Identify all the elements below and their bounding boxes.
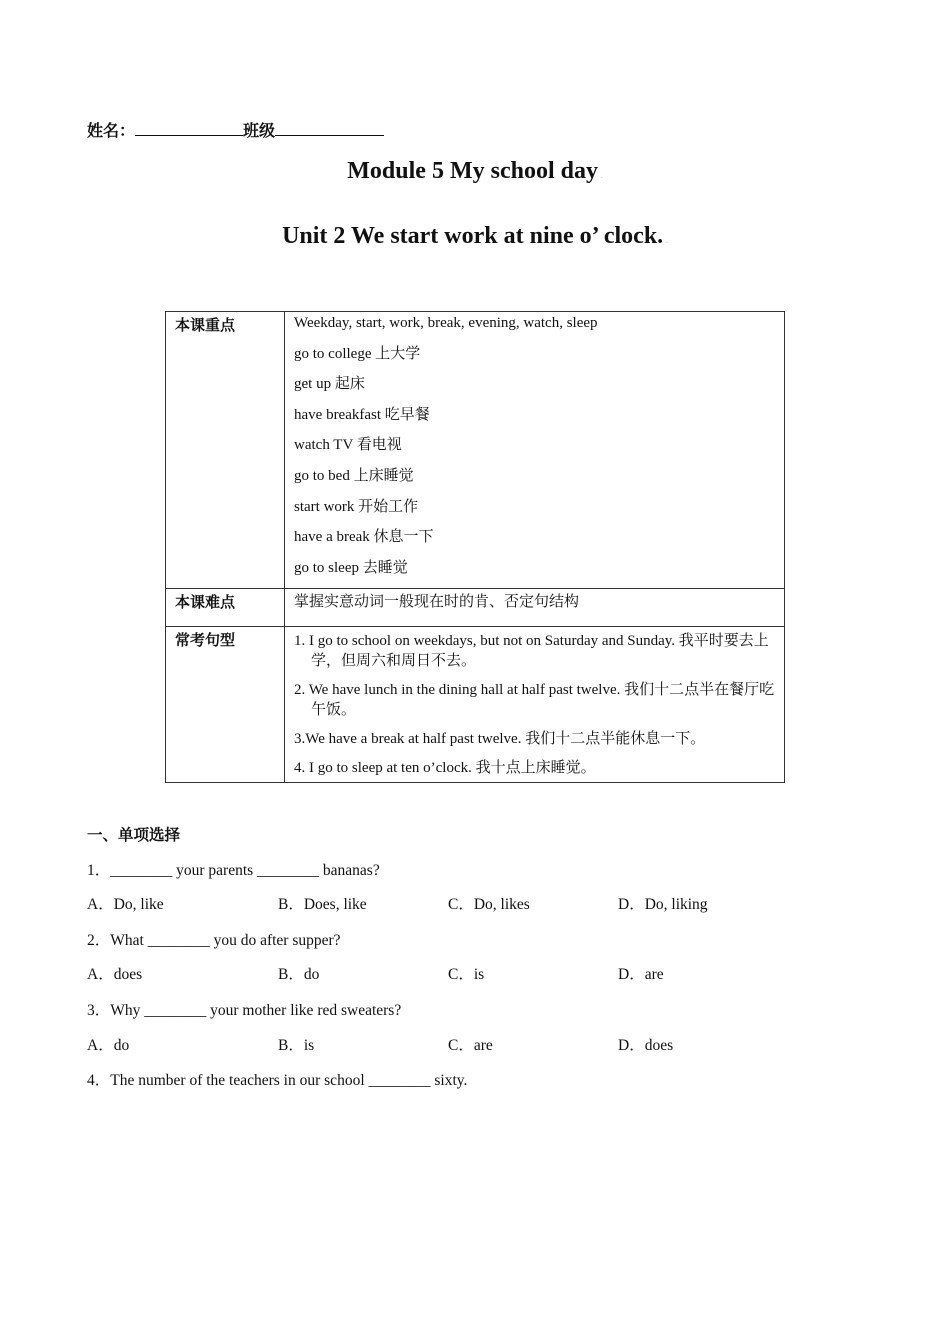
key-point-item: start work 开始工作 — [294, 498, 419, 515]
lesson-summary-table — [165, 311, 785, 783]
student-info-line — [87, 118, 384, 141]
module-title: Module 5 My school day . — [347, 158, 603, 184]
question-stem: 4．The number of the teachers in our school ________ sixty. — [87, 1072, 468, 1089]
name-blank — [135, 121, 243, 136]
difficult-points-label: 本课难点 — [166, 589, 285, 627]
key-point-item: go to sleep 去睡觉 — [294, 559, 408, 576]
common-sentences-cell — [285, 627, 785, 783]
section-title: 一、单项选择 — [87, 827, 181, 844]
key-point-item: get up 起床 — [294, 376, 365, 393]
key-point-item: Weekday, start, work, break, evening, watch, sleep — [294, 315, 598, 331]
question-stem: 2．What ________ you do after supper? — [87, 932, 341, 949]
key-point-item: go to college 上大学 — [294, 345, 421, 362]
option-d: D．does — [618, 1037, 674, 1054]
option-a: A．does — [87, 966, 143, 983]
question-stem: 3．Why ________ your mother like red sweaters? — [87, 1002, 402, 1019]
key-point-item: watch TV 看电视 — [294, 437, 402, 454]
difficult-points-cell: 掌握实意动词一般现在时的肯、否定句结构 — [285, 589, 785, 627]
key-points-cell — [285, 312, 785, 589]
option-a: A．Do, like — [87, 896, 164, 913]
sentence-item: 3.We have a break at half past twelve. 我们十二点半能休息一下。 — [294, 731, 706, 748]
key-point-item: have a break 休息一下 — [294, 529, 434, 546]
class-blank — [275, 121, 384, 136]
option-c: C．are — [448, 1037, 493, 1054]
option-b: B．Does, like — [278, 896, 367, 913]
option-c: C．is — [448, 966, 485, 983]
key-points-row — [166, 312, 785, 589]
sentence-item: 1. I go to school on weekdays, but not on Saturday and Sunday. 我平时要去上学，但周六和周日不去。 — [294, 633, 769, 670]
option-c: C．Do, likes — [448, 896, 530, 913]
sentence-item: 4. I go to sleep at ten o’clock. 我十点上床睡觉。 — [294, 760, 596, 777]
key-point-item: have breakfast 吃早餐 — [294, 406, 430, 423]
class-label: 班级 — [243, 123, 276, 140]
key-point-item: go to bed 上床睡觉 — [294, 467, 414, 484]
difficult-points-row — [166, 589, 785, 627]
name-label: 姓名： — [87, 123, 136, 140]
question-stem: 1．________ your parents ________ bananas? — [87, 862, 380, 879]
unit-title: Unit 2 We start work at nine o’ clock. . — [282, 223, 668, 249]
option-b: B．is — [278, 1037, 315, 1054]
option-b: B．do — [278, 966, 320, 983]
key-points-label: 本课重点 — [166, 312, 285, 589]
option-d: D．are — [618, 966, 664, 983]
sentence-item: 2. We have lunch in the dining hall at half past twelve. 我们十二点半在餐厅吃午饭。 — [294, 682, 775, 719]
option-d: D．Do, liking — [618, 896, 708, 913]
common-sentences-label: 常考句型 — [166, 627, 285, 783]
common-sentences-row — [166, 627, 785, 783]
option-a: A．do — [87, 1037, 130, 1054]
